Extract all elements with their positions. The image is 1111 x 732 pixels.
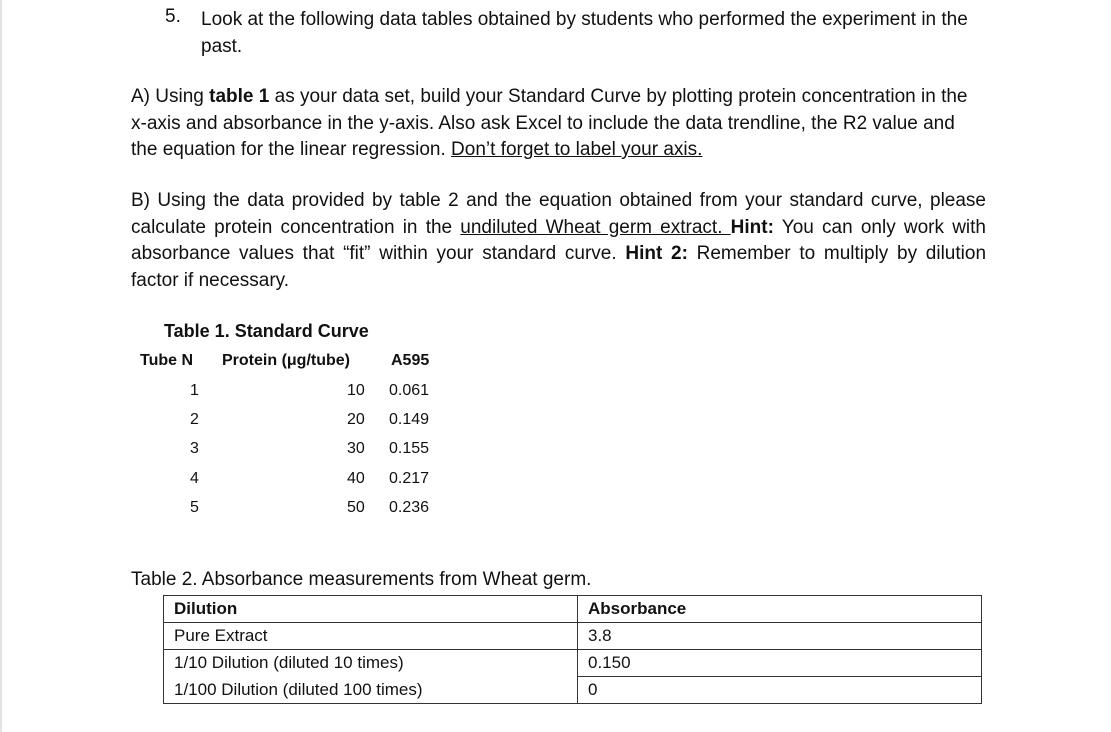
part-b-paragraph [131, 188, 986, 294]
table1-a595-2: 0.149 [389, 411, 430, 428]
table1-tube-4: 4 [190, 470, 199, 487]
part-a-underlined: Don’t forget to label your axis. [451, 139, 703, 160]
part-a-paragraph [131, 84, 986, 164]
table2-header-row [164, 596, 982, 623]
table1-protein-3: 30 [347, 440, 365, 457]
table1-tube-3: 3 [190, 440, 199, 457]
table1-title: Table 1. Standard Curve [164, 321, 369, 341]
table2-header-dilution: Dilution [164, 596, 578, 623]
table1-protein-5: 50 [347, 499, 365, 516]
part-b-text-2: You can only work with absorbance values that “fit” within your standard curve. [131, 216, 986, 264]
table1-protein-1: 10 [347, 382, 365, 399]
table-row [164, 677, 982, 704]
table2-dilution-cell: 1/100 Dilution (diluted 100 times) [164, 677, 578, 704]
table1-header-tube: Tube N [140, 352, 194, 369]
table2-title: Table 2. Absorbance measurements from Wheat germ. [131, 569, 592, 590]
table1-a595-1: 0.061 [389, 382, 430, 399]
table1-tube-2: 2 [190, 411, 199, 428]
table-row [164, 650, 982, 677]
table1-protein-4: 40 [347, 470, 365, 487]
table2-dilution-cell: 1/10 Dilution (diluted 10 times) [164, 650, 578, 677]
part-b-underlined: undiluted Wheat germ extract. [460, 216, 731, 238]
table2-dilution-cell: Pure Extract [164, 623, 578, 650]
table1-header-a595: A595 [391, 352, 430, 369]
part-b-text-3: Remember to multiply by dilution factor if necessary. [131, 243, 987, 291]
question-text: Look at the following data tables obtained by students who performed the experiment in the past. [201, 9, 968, 57]
part-a-bold-table: table 1 [209, 86, 270, 107]
table2-absorbance-cell: 0.150 [578, 650, 982, 677]
part-a-text-2: as your data set, build your Standard Curve by plotting protein concentration in the x-axis and absorbance in the y-axis. Also ask Excel to include the data trendline, the R2 value and the equation for the linear regression. [131, 86, 968, 160]
table2-header-absorbance: Absorbance [578, 596, 982, 623]
page-left-edge [0, 0, 2, 732]
table-row [164, 623, 982, 650]
question-number: 5. [165, 6, 181, 27]
table1-tube-1: 1 [190, 382, 199, 399]
part-b-hint-2: Hint 2: [625, 243, 688, 264]
table1-a595-3: 0.155 [389, 440, 430, 457]
part-a-text-1: A) Using [131, 86, 210, 107]
table2-absorbance-cell: 3.8 [578, 623, 982, 650]
table1-protein-2: 20 [347, 411, 365, 428]
table1-a595-5: 0.236 [389, 499, 430, 516]
table1-tube-5: 5 [190, 499, 199, 516]
table1-a595-4: 0.217 [389, 470, 430, 487]
table2-absorbance-cell: 0 [578, 677, 982, 704]
table1-header-protein: Protein (μg/tube) [222, 352, 350, 369]
part-b-hint-1: Hint: [730, 216, 774, 238]
table2 [163, 595, 982, 704]
part-b-text-1: B) Using the data provided by table 2 and the equation obtained from your standard curve, please calculate protein concentration in the [131, 190, 986, 238]
